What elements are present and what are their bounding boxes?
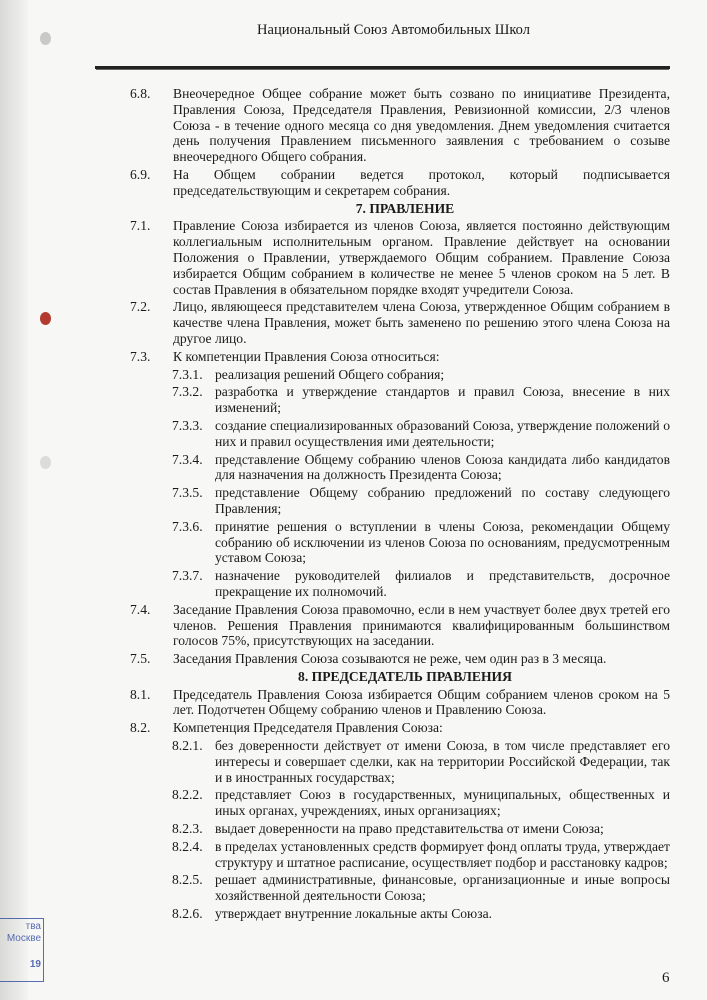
subclause-number: 8.2.6. — [172, 906, 203, 922]
subclause-text: решает административные, финансовые, организационные и иные вопросы хозяйственной деятельности Союза; — [215, 872, 670, 904]
stamp-line: 19 — [29, 959, 41, 970]
clause — [130, 218, 670, 297]
subclause-number: 8.2.3. — [172, 821, 203, 837]
clause-text: Правление Союза избирается из членов Союза, является постоянно действующим коллегиальным исполнительным органом. Правление действует на основании Положения о Правлении, утверждаемого Общим собранием. Правление Союза избирается Общим собранием в количестве не менее 5 членов сроком на 5 лет. В состав Правления в обязательном порядке входят учредители Союза. — [173, 218, 670, 297]
subclause-text: в пределах установленных средств формирует фонд оплаты труда, утверждает структуру и штатное расписание, осуществляет подбор и расстановку кадров; — [215, 838, 670, 870]
clause-text: Заседание Правления Союза правомочно, если в нем участвует более двух третей его членов. Решения Правления принимаются квалифицированным большинством голосов 75%, присутствующих на заседании. — [173, 601, 670, 649]
punch-hole-marked — [40, 312, 51, 325]
subclause-text: создание специализированных образований Союза, утверждение положений о них и правил осуществления ими деятельности; — [215, 417, 670, 449]
clause-number: 6.9. — [130, 166, 151, 182]
subclause — [130, 418, 670, 450]
subclause-number: 7.3.3. — [172, 417, 203, 433]
clause-text: К компетенции Правления Союза относиться: — [173, 348, 440, 364]
document-body — [130, 86, 670, 924]
clause — [130, 651, 670, 667]
subclause — [130, 367, 670, 383]
subclause-number: 7.3.5. — [172, 485, 203, 501]
clause — [130, 687, 670, 719]
subclause-text: выдает доверенности на право представительства от имени Союза; — [215, 821, 604, 837]
subclause-text: принятие решения о вступлении в члены Союза, рекомендации Общему собранию об исключении из членов Союза по основаниям, предусмотренным уставом Союза; — [215, 518, 670, 566]
subclause-text: без доверенности действует от имени Союза, в том числе представляет его интересы и совершает сделки, как на территории Российской Федерации, так и в иностранных государствах; — [215, 738, 670, 785]
clause-text: На Общем собрании ведется протокол, который подписывается председательствующим и секретарем собрания. — [173, 166, 670, 198]
subclause — [130, 568, 670, 600]
clause-number: 7.5. — [130, 651, 151, 667]
clause-number: 7.1. — [130, 218, 151, 234]
subclause-text: представление Общему собранию предложений по составу следующего Правления; — [215, 485, 670, 516]
clause-number: 8.2. — [130, 720, 151, 736]
subclause-text: утверждает внутренние локальные акты Союза. — [215, 906, 493, 922]
subclause — [130, 452, 670, 484]
subclause-number: 7.3.6. — [172, 518, 203, 534]
punch-hole — [40, 456, 51, 469]
section-heading: 7. ПРАВЛЕНИЕ — [355, 200, 455, 216]
clause-text: Компетенция Председателя Правления Союза: — [173, 720, 443, 736]
subclause-text: представление Общему собранию членов Союза кандидата либо кандидатов для назначения на должность Президента Союза; — [215, 451, 670, 483]
subclause — [130, 519, 670, 566]
subclause-text: разработка и утверждение стандартов и правил Союза, внесение в них изменений; — [215, 384, 670, 416]
clause — [130, 720, 670, 736]
clause — [130, 167, 670, 199]
subclause-text: назначение руководителей филиалов и представительств, досрочное прекращение их полномочий. — [215, 568, 670, 599]
subclause-number: 7.3.7. — [172, 568, 203, 584]
subclause-number: 7.3.1. — [172, 366, 203, 382]
section-heading: 8. ПРЕДСЕДАТЕЛЬ ПРАВЛЕНИЯ — [298, 668, 512, 684]
stamp-line: тва — [25, 921, 41, 932]
subclause — [130, 872, 670, 904]
clause-text: Заседания Правления Союза созываются не реже, чем один раз в 3 месяца. — [173, 651, 607, 667]
page-header: Национальный Союз Автомобильных Школ — [257, 22, 530, 38]
header-rule — [95, 66, 670, 69]
subclause — [130, 787, 670, 819]
registration-stamp — [0, 918, 44, 982]
subclause-number: 7.3.4. — [172, 451, 203, 467]
clause-text: Лицо, являющееся представителем члена Союза, утвержденное Общим собранием в качестве члена Правления, может быть заменено по решению этого члена Союза на другое лицо. — [173, 299, 670, 346]
subclause-number: 7.3.2. — [172, 384, 203, 400]
clause — [130, 602, 670, 649]
page-number: 6 — [662, 970, 670, 986]
subclause-number: 8.2.5. — [172, 872, 203, 888]
subclause-text: реализация решений Общего собрания; — [215, 366, 445, 382]
binding-edge — [0, 0, 28, 1000]
subclause — [130, 485, 670, 517]
stamp-line: Москве — [6, 933, 41, 944]
subclause — [130, 839, 670, 871]
clause — [130, 349, 670, 365]
clause-number: 7.2. — [130, 299, 151, 315]
subclause — [130, 384, 670, 416]
clause-text: Внеочередное Общее собрание может быть созвано по инициативе Президента, Правления Союза, Председателя Правления, Ревизионной комиссии, 2/3 членов Союза - в течение одного месяца со дня уведомления. Днем уведомления считается день получения Правлением письменного заявления с требованием о созыве внеочередного Общего собрания. — [173, 86, 670, 165]
subclause-text: представляет Союз в государственных, муниципальных, общественных и иных органах, учреждениях, иных организациях; — [215, 787, 670, 819]
clause — [130, 299, 670, 346]
clause-number: 7.3. — [130, 348, 151, 364]
subclause — [130, 738, 670, 785]
clause-number: 7.4. — [130, 601, 151, 617]
subclause — [130, 821, 670, 837]
subclause-number: 8.2.1. — [172, 738, 203, 754]
clause-text: Председатель Правления Союза избирается Общим собранием членов сроком на 5 лет. Подотчетен Общему собранию членов и Правлению Союза. — [173, 686, 670, 718]
clause-number: 6.8. — [130, 86, 151, 101]
subclause-number: 8.2.2. — [172, 787, 203, 803]
clause-number: 8.1. — [130, 686, 151, 702]
clause — [130, 86, 670, 165]
subclause — [130, 906, 670, 922]
subclause-number: 8.2.4. — [172, 838, 203, 854]
